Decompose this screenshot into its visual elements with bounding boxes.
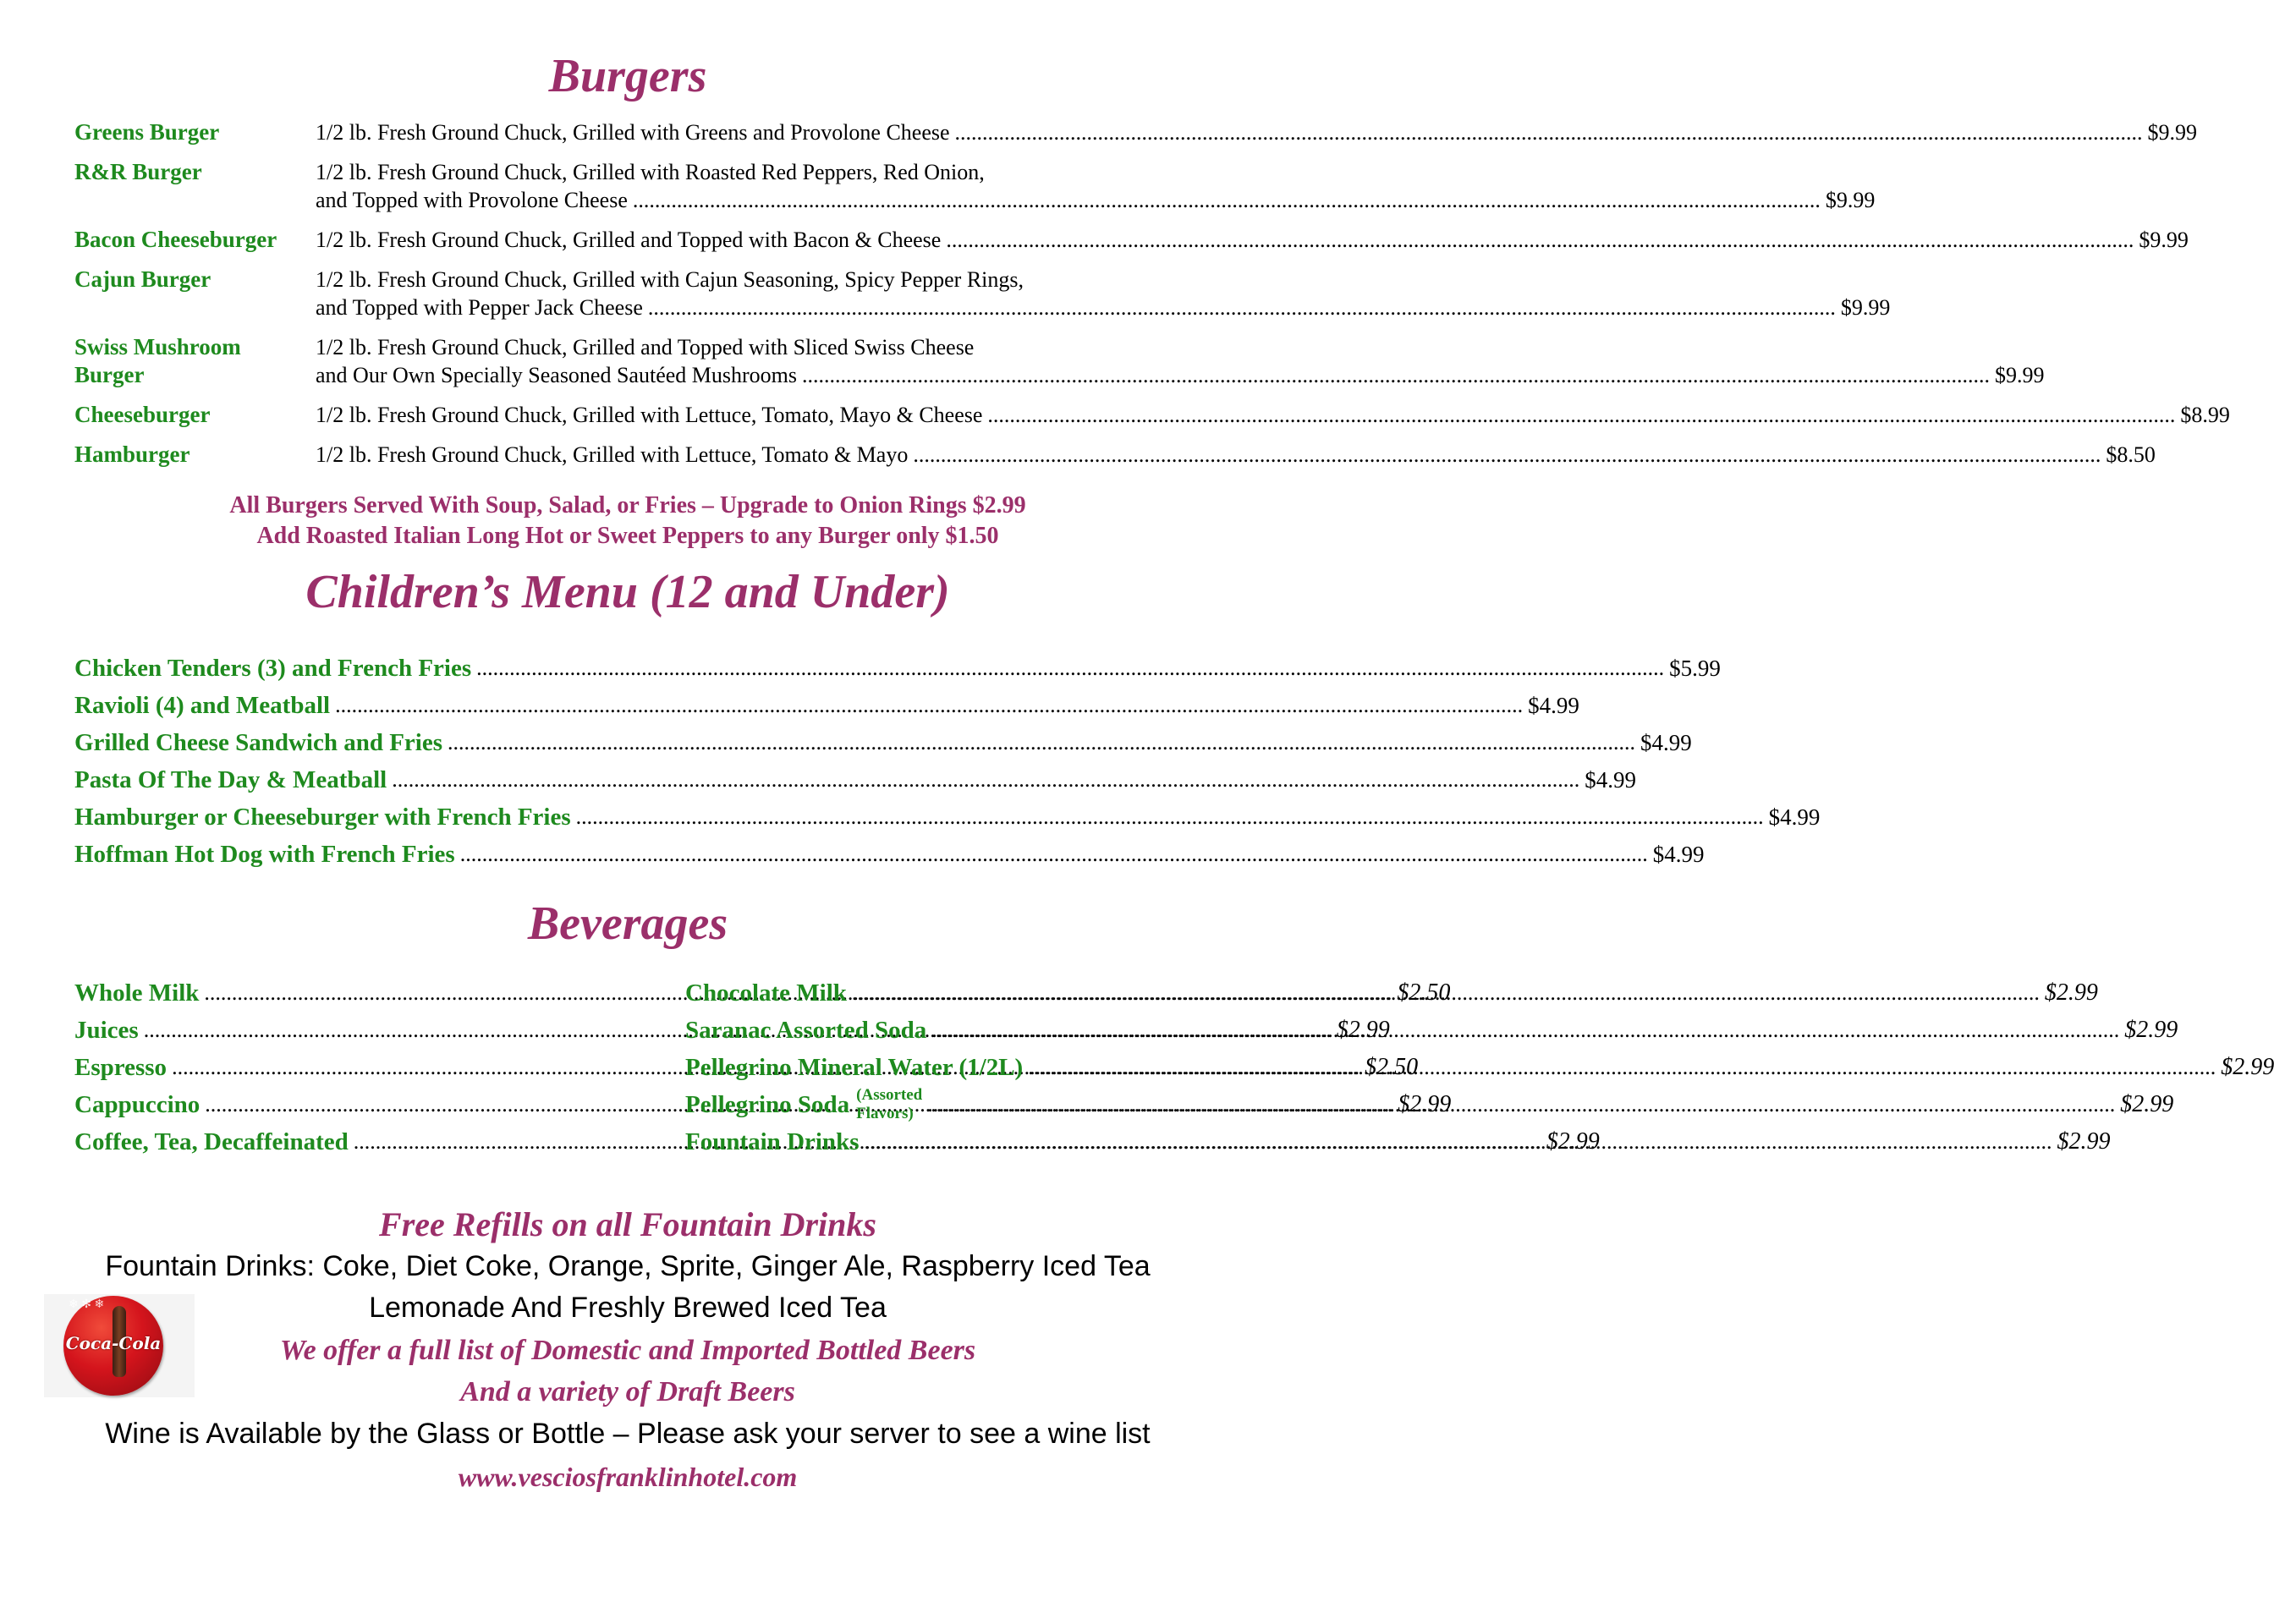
dot-leader: [859, 1129, 2057, 1155]
price: $9.99: [2147, 120, 2198, 145]
price: $2.99: [1546, 1128, 1600, 1155]
price: $2.99: [1398, 1091, 1452, 1117]
dot-leader: [941, 226, 2139, 254]
kids-item: [74, 761, 1636, 798]
price: $2.99: [2120, 1091, 2174, 1117]
dot-leader: [387, 767, 1585, 793]
burger-sides-note: All Burgers Served With Soup, Salad, or Fries – Upgrade to Onion Rings $2.99: [229, 492, 1026, 518]
burger-list: [74, 118, 2230, 480]
burger-item: [74, 333, 2045, 389]
burger-item: [74, 226, 2189, 254]
beverage-name: Coffee, Tea, Decaffeinated: [74, 1127, 349, 1155]
beverages-heading: Beverages: [527, 897, 728, 950]
wine-note: Wine is Available by the Glass or Bottle – Please ask your server to see a wine list: [105, 1418, 1151, 1450]
burger-item: [74, 158, 1876, 214]
dot-leader: [628, 186, 1826, 214]
draft-beers-note: And a variety of Draft Beers: [460, 1376, 795, 1407]
description-text: and Topped with Provolone Cheese: [316, 188, 628, 212]
price: $8.99: [2180, 403, 2230, 427]
kids-item: [74, 798, 1821, 836]
childrens-menu-heading: Children’s Menu (12 and Under): [305, 566, 950, 618]
dot-leader: [950, 118, 2148, 146]
burger-name: Hamburger: [74, 442, 190, 467]
dot-leader: [1023, 1055, 2221, 1080]
burger-description: [316, 333, 2045, 389]
dot-leader: [926, 1018, 2124, 1043]
burger-item: [74, 401, 2230, 429]
burgers-heading: Burgers: [548, 50, 707, 102]
burger-item: [74, 441, 2156, 469]
beverage-name: Fountain Drinks: [685, 1127, 860, 1155]
description-text: 1/2 lb. Fresh Ground Chuck, Grilled and Topped with Bacon & Cheese: [316, 228, 942, 252]
kids-item: [74, 724, 1692, 761]
price: $4.99: [1585, 766, 1636, 793]
kids-item-name: Hoffman Hot Dog with French Fries: [74, 840, 455, 868]
fountain-drinks-list-line-1: Fountain Drinks: Coke, Diet Coke, Orange, Sprite, Ginger Ale, Raspberry Iced Tea: [105, 1250, 1151, 1282]
childrens-menu-list: [74, 650, 1821, 873]
website-link[interactable]: www.vesciosfranklinhotel.com: [458, 1462, 798, 1492]
dot-leader: [330, 693, 1528, 718]
price: $8.50: [2106, 442, 2156, 467]
kids-item-name: Ravioli (4) and Meatball: [74, 691, 331, 719]
burger-item: [74, 266, 1891, 321]
kids-item-name: Pasta Of The Day & Meatball: [74, 765, 387, 793]
kids-item: [74, 687, 1579, 724]
description-text: 1/2 lb. Fresh Ground Chuck, Grilled with Lettuce, Tomato & Mayo: [316, 442, 909, 467]
kids-item: [74, 650, 1721, 687]
description-last-line: [316, 226, 2189, 254]
description-text: and Our Own Specially Seasoned Sautéed Mushrooms: [316, 363, 798, 387]
dot-leader: [797, 361, 1995, 389]
burger-item: [74, 118, 2198, 146]
bottled-beers-note: We offer a full list of Domestic and Imported Bottled Beers: [279, 1335, 976, 1366]
description-text: 1/2 lb. Fresh Ground Chuck, Grilled with Greens and Provolone Cheese: [316, 120, 950, 145]
dot-leader: [922, 1092, 2120, 1117]
price: $9.99: [1995, 363, 2045, 387]
description-last-line: [316, 186, 1875, 214]
dot-leader: [442, 730, 1640, 755]
kids-item-name: Grilled Cheese Sandwich and Fries: [74, 728, 443, 756]
burger-name: R&R Burger: [74, 159, 202, 184]
free-refills-note: Free Refills on all Fountain Drinks: [379, 1205, 876, 1243]
kids-item-name: Chicken Tenders (3) and French Fries: [74, 654, 472, 682]
beverage-name: Pellegrino Soda: [685, 1090, 850, 1118]
beverage-item: [685, 1012, 2178, 1049]
description-text: 1/2 lb. Fresh Ground Chuck, Grilled with Lettuce, Tomato, Mayo & Cheese: [316, 403, 983, 427]
description-text: and Topped with Pepper Jack Cheese: [316, 295, 643, 320]
price: $4.99: [1528, 692, 1579, 718]
description-line: 1/2 lb. Fresh Ground Chuck, Grilled with Roasted Red Peppers, Red Onion,: [316, 160, 985, 184]
description-last-line: [316, 118, 2197, 146]
burger-name: Cheeseburger: [74, 402, 211, 427]
burger-description: [316, 118, 2197, 146]
coca-cola-wordmark: Coca-Cola: [65, 1333, 162, 1353]
description-line: 1/2 lb. Fresh Ground Chuck, Grilled and Topped with Sliced Swiss Cheese: [316, 335, 975, 359]
burger-peppers-note: Add Roasted Italian Long Hot or Sweet Peppers to any Burger only $1.50: [256, 523, 999, 549]
price: $2.99: [2057, 1128, 2111, 1155]
kids-item-name: Hamburger or Cheeseburger with French Fries: [74, 803, 571, 831]
description-last-line: [316, 441, 2156, 469]
beverage-name: Saranac Assorted Soda: [685, 1016, 927, 1044]
beverage-name: Cappuccino: [74, 1090, 200, 1118]
price: $9.99: [1825, 188, 1876, 212]
burger-description: [316, 158, 1875, 214]
burger-name: Cajun Burger: [74, 266, 211, 292]
beverage-name: Juices: [74, 1016, 139, 1044]
kids-item: [74, 836, 1705, 873]
fountain-drinks-list-line-2: Lemonade And Freshly Brewed Iced Tea: [369, 1292, 887, 1324]
beverage-name: Espresso: [74, 1053, 168, 1081]
price: $9.99: [2139, 228, 2189, 252]
dot-leader: [455, 842, 1653, 867]
price: $2.99: [1336, 1017, 1390, 1043]
coca-cola-disc-icon: [63, 1296, 163, 1396]
burger-description: [316, 266, 1890, 321]
beverage-name: Chocolate Milk: [685, 979, 847, 1007]
dot-leader: [847, 980, 2045, 1006]
beverage-item: [685, 1123, 2111, 1160]
burger-description: [316, 441, 2156, 469]
description-line: 1/2 lb. Fresh Ground Chuck, Grilled with Cajun Seasoning, Spicy Pepper Rings,: [316, 267, 1024, 292]
burger-name: Greens Burger: [74, 119, 220, 145]
dot-leader: [982, 401, 2180, 429]
price: $9.99: [1840, 295, 1891, 320]
burger-name: Swiss Mushroom Burger: [74, 334, 241, 387]
beverage-item: [685, 1086, 2174, 1123]
price: $2.50: [1397, 979, 1451, 1006]
beverage-name: Pellegrino Mineral Water (1/2L): [685, 1053, 1024, 1081]
description-last-line: [316, 361, 2045, 389]
beverage-name: Whole Milk: [74, 979, 200, 1007]
price: $2.99: [2044, 979, 2098, 1006]
price: $4.99: [1640, 729, 1692, 755]
burger-description: [316, 226, 2189, 254]
coca-cola-logo: [44, 1294, 195, 1397]
dot-leader: [571, 804, 1769, 830]
price: $5.99: [1669, 655, 1721, 681]
snowflake-icon: ❄ ✻ ❄: [69, 1298, 105, 1311]
beverage-note: (Assorted Flavors): [856, 1086, 923, 1122]
burger-name: Bacon Cheeseburger: [74, 227, 277, 252]
price: $2.99: [2124, 1017, 2178, 1043]
price: $4.99: [1768, 804, 1821, 830]
price: $4.99: [1652, 841, 1705, 867]
dot-leader: [643, 294, 1841, 321]
dot-leader: [471, 656, 1669, 681]
burger-description: [316, 401, 2230, 429]
price: $2.50: [1365, 1054, 1419, 1080]
description-last-line: [316, 294, 1890, 321]
dot-leader: [908, 441, 2106, 469]
price: $2.99: [2221, 1054, 2274, 1080]
description-last-line: [316, 401, 2230, 429]
